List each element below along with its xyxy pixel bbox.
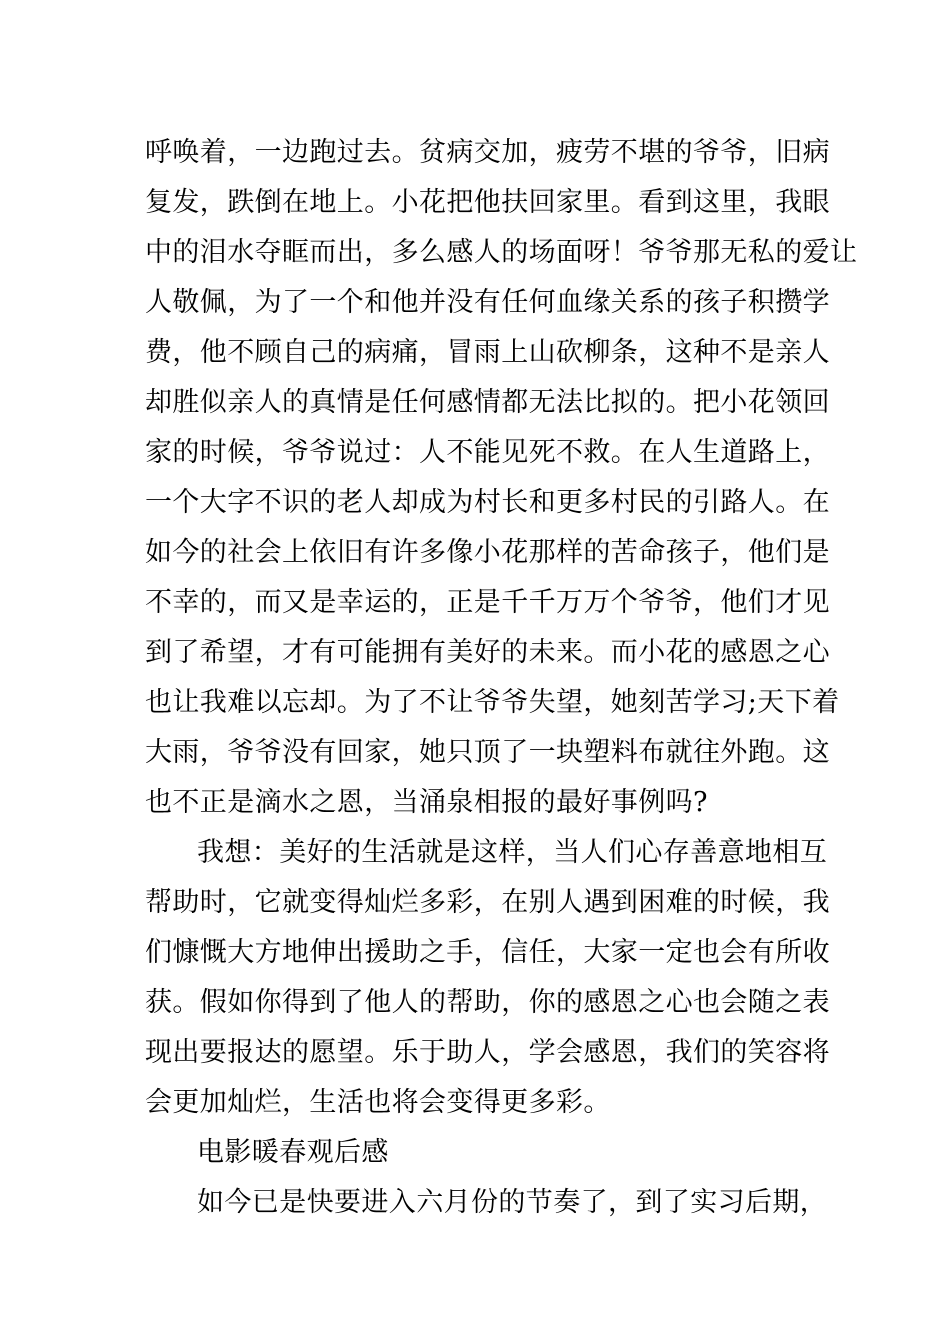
text-line: 如今已是快要进入六月份的节奏了，到了实习后期， xyxy=(197,1187,828,1218)
text-line: 现出要报达的愿望。乐于助人，学会感恩，我们的笑容将 xyxy=(145,1037,830,1068)
text-line: 我想：美好的生活就是这样，当人们心存善意地相互 xyxy=(197,837,828,868)
text-line: 也不正是滴水之恩，当涌泉相报的最好事例吗? xyxy=(145,787,708,818)
text-line: 呼唤着，一边跑过去。贫病交加，疲劳不堪的爷爷，旧病 xyxy=(145,137,830,168)
text-line: 如今的社会上依旧有许多像小花那样的苦命孩子，他们是 xyxy=(145,537,830,568)
text-line: 不幸的，而又是幸运的，正是千千万万个爷爷，他们才见 xyxy=(145,587,830,618)
text-line: 们慷慨大方地伸出援助之手，信任，大家一定也会有所收 xyxy=(145,937,830,968)
text-line: 复发，跌倒在地上。小花把他扶回家里。看到这里，我眼 xyxy=(145,187,830,218)
text-line: 帮助时，它就变得灿烂多彩，在别人遇到困难的时候，我 xyxy=(145,887,830,918)
text-line: 也让我难以忘却。为了不让爷爷失望，她刻苦学习;天下着 xyxy=(145,687,840,718)
text-line: 费，他不顾自己的病痛，冒雨上山砍柳条，这种不是亲人 xyxy=(145,337,830,368)
text-line: 获。假如你得到了他人的帮助，你的感恩之心也会随之表 xyxy=(145,987,830,1018)
section-title: 电影暖春观后感 xyxy=(197,1137,389,1168)
text-line: 家的时候，爷爷说过：人不能见死不救。在人生道路上， xyxy=(145,437,830,468)
text-line: 一个大字不识的老人却成为村长和更多村民的引路人。在 xyxy=(145,487,830,518)
text-line: 中的泪水夺眶而出，多么感人的场面呀！爷爷那无私的爱让 xyxy=(145,237,858,268)
text-line: 会更加灿烂，生活也将会变得更多彩。 xyxy=(145,1087,611,1118)
text-line: 大雨，爷爷没有回家，她只顶了一块塑料布就往外跑。这 xyxy=(145,737,830,768)
text-line: 人敬佩，为了一个和他并没有任何血缘关系的孩子积攒学 xyxy=(145,287,830,318)
text-line: 却胜似亲人的真情是任何感情都无法比拟的。把小花领回 xyxy=(145,387,830,418)
text-line: 到了希望，才有可能拥有美好的未来。而小花的感恩之心 xyxy=(145,637,830,668)
